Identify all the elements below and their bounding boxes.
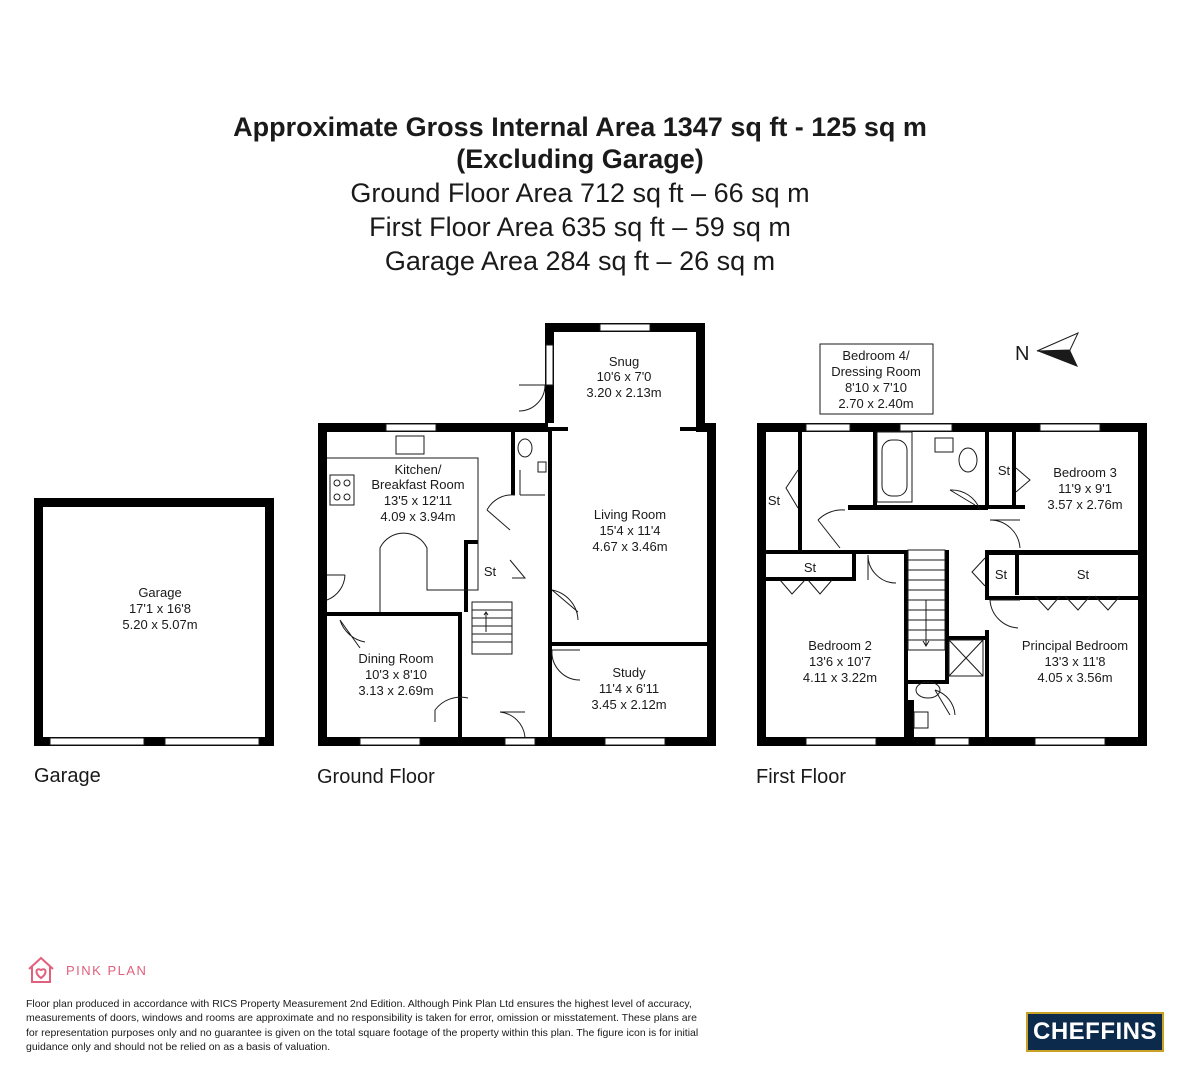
door-swing xyxy=(990,600,1020,628)
wall xyxy=(852,550,856,581)
door-swing xyxy=(327,575,345,600)
living-name: Living Room xyxy=(593,507,667,522)
staircase-treads xyxy=(472,610,512,642)
window xyxy=(605,738,665,745)
window xyxy=(360,738,420,745)
garage-area: Garage Area 284 sq ft – 26 sq m xyxy=(384,246,776,276)
cupboard-door xyxy=(786,470,798,508)
first-floor-label: First Floor xyxy=(756,766,846,788)
cupboard-door xyxy=(972,558,985,586)
wall xyxy=(949,636,985,640)
wall xyxy=(458,612,462,737)
door-swing xyxy=(500,712,525,737)
living-metric: 4.67 x 3.46m xyxy=(592,539,668,554)
ground-floor-area: Ground Floor Area 712 sq ft – 66 sq m xyxy=(350,178,810,208)
window xyxy=(935,738,969,745)
front-door-opening xyxy=(505,738,535,745)
door-swing xyxy=(520,470,545,495)
window xyxy=(386,424,436,431)
pink-plan-name: PINK PLAN xyxy=(66,962,148,978)
dining-name: Dining Room xyxy=(358,651,434,666)
bedroom2-name: Bedroom 2 xyxy=(808,638,872,653)
wall xyxy=(985,550,989,600)
wall xyxy=(1138,423,1147,746)
first-floor-area: First Floor Area 635 sq ft – 59 sq m xyxy=(369,212,791,242)
wall xyxy=(34,498,274,507)
living-imperial: 15'4 x 11'4 xyxy=(599,523,661,538)
basin xyxy=(935,438,953,452)
principal-imperial: 13'3 x 11'8 xyxy=(1044,654,1106,669)
north-label: N xyxy=(1015,343,1030,365)
bedroom2-metric: 4.11 x 3.22m xyxy=(802,670,878,685)
bedroom2-imperial: 13'6 x 10'7 xyxy=(808,654,872,669)
disclaimer: Floor plan produced in accordance with RICS Property Measurement 2nd Edition. Although Pink Plan Ltd ensures the highest level of accuracy, measurements of doors, windows and rooms are approximate and no responsibility is taken for error, omission or misstatement. These plans are for representation purposes only and no guarantee is given on the total square footage of the property within this plan. The figure icon is for initial guidance only and should not be relied on as a basis of valuation. xyxy=(26,998,699,1053)
first-floor-plan xyxy=(757,344,1147,746)
bath-inner xyxy=(882,440,907,496)
north-arrow-highlight xyxy=(1037,333,1078,351)
bedroom3-name: Bedroom 3 xyxy=(1053,465,1117,480)
basin xyxy=(914,712,928,728)
ground-floor-label: Ground Floor xyxy=(317,766,435,788)
door-swing xyxy=(990,520,1020,548)
cheffins-logo-text: CHEFFINS xyxy=(1033,1018,1157,1045)
wall xyxy=(766,550,906,554)
wall xyxy=(1012,432,1016,507)
wardrobe-doors xyxy=(780,580,832,594)
area-title: Approximate Gross Internal Area 1347 sq ft - 125 sq m xyxy=(233,112,927,142)
kitchen-imperial: 13'5 x 12'11 xyxy=(383,493,453,508)
bedroom4-name-2: Dressing Room xyxy=(831,364,921,379)
wall xyxy=(548,427,552,742)
sink xyxy=(396,436,424,454)
ground-floor-plan xyxy=(318,323,716,746)
storage-label: St xyxy=(1076,567,1090,582)
toilet xyxy=(959,448,977,472)
door-swing xyxy=(510,560,525,578)
wall xyxy=(680,427,700,431)
compass xyxy=(1015,333,1078,367)
door-swing xyxy=(340,620,365,648)
cheffins-logo xyxy=(1026,1012,1164,1052)
wall xyxy=(318,423,327,746)
door-swing xyxy=(552,650,580,680)
hob-ring xyxy=(344,480,350,486)
garage-plan xyxy=(34,498,274,746)
principal-name: Principal Bedroom xyxy=(1021,638,1129,653)
wall xyxy=(798,432,802,552)
wall xyxy=(985,550,1145,555)
garage-floor-label: Garage xyxy=(34,765,101,787)
kitchen-metric: 4.09 x 3.94m xyxy=(380,509,456,524)
garage-room-metric: 5.20 x 5.07m xyxy=(122,617,198,632)
dining-metric: 3.13 x 2.69m xyxy=(358,683,434,698)
snug-name: Snug xyxy=(608,354,640,369)
window xyxy=(600,324,650,331)
garage-door xyxy=(50,738,144,745)
door-swing xyxy=(818,510,845,548)
principal-metric: 4.05 x 3.56m xyxy=(1037,670,1113,685)
storage-label: St xyxy=(994,567,1008,582)
wall xyxy=(1015,555,1019,595)
window xyxy=(546,345,553,385)
wall xyxy=(327,612,462,616)
door-swing xyxy=(435,697,468,722)
wall xyxy=(265,498,274,746)
kitchen-name-2: Breakfast Room xyxy=(371,477,465,492)
wall xyxy=(908,700,914,740)
garage-room-name: Garage xyxy=(138,585,182,600)
hob-ring xyxy=(344,494,350,500)
stair-arrow xyxy=(484,612,488,632)
storage-label: St xyxy=(767,493,781,508)
wall xyxy=(766,577,854,581)
wall xyxy=(464,540,478,544)
dining-imperial: 10'3 x 8'10 xyxy=(364,667,428,682)
hob xyxy=(330,475,354,505)
kitchen-name: Kitchen/ xyxy=(394,462,442,477)
wall xyxy=(464,540,468,612)
study-name: Study xyxy=(612,665,646,680)
bedroom3-metric: 3.57 x 2.76m xyxy=(1047,497,1123,512)
hob-ring xyxy=(334,480,340,486)
area-subtitle: (Excluding Garage) xyxy=(456,144,704,174)
wall xyxy=(34,498,43,746)
window xyxy=(1035,738,1105,745)
wall xyxy=(985,630,989,740)
wall xyxy=(707,423,716,746)
snug-metric: 3.20 x 2.13m xyxy=(586,385,662,400)
door-swing xyxy=(552,590,578,620)
bedroom4-name: Bedroom 4/ xyxy=(842,348,910,363)
bedroom4-metric: 2.70 x 2.40m xyxy=(838,396,914,411)
wall xyxy=(848,505,988,510)
pink-plan-brand xyxy=(26,955,147,985)
storage-label: St xyxy=(803,560,817,575)
storage-label: St xyxy=(483,564,497,579)
door-swing xyxy=(487,495,515,530)
shower-tray xyxy=(949,640,983,676)
snug-imperial: 10'6 x 7'0 xyxy=(596,369,652,384)
wall xyxy=(985,505,1025,509)
hob-ring xyxy=(334,494,340,500)
wall xyxy=(985,427,989,507)
wall xyxy=(548,427,568,431)
door-swing xyxy=(519,385,545,411)
wall xyxy=(757,423,766,746)
storage-label: St xyxy=(997,463,1011,478)
toilet xyxy=(518,439,532,457)
stair-arrow xyxy=(923,600,929,646)
wall xyxy=(904,550,908,740)
bedroom4-imperial: 8'10 x 7'10 xyxy=(844,380,908,395)
study-metric: 3.45 x 2.12m xyxy=(591,697,667,712)
cupboard-door xyxy=(1016,468,1030,492)
study-imperial: 11'4 x 6'11 xyxy=(598,681,660,696)
window xyxy=(900,424,952,431)
wall xyxy=(696,323,705,431)
wall xyxy=(552,642,709,646)
wall xyxy=(873,427,877,507)
window xyxy=(806,738,876,745)
bedroom3-imperial: 11'9 x 9'1 xyxy=(1058,481,1112,496)
wall xyxy=(511,427,515,495)
basin xyxy=(538,462,546,472)
garage-door xyxy=(165,738,259,745)
window xyxy=(806,424,850,431)
wall xyxy=(945,550,949,680)
garage-room-imperial: 17'1 x 16'8 xyxy=(128,601,192,616)
window xyxy=(1040,424,1100,431)
house-heart-icon xyxy=(26,955,56,985)
door-swing xyxy=(868,555,896,583)
